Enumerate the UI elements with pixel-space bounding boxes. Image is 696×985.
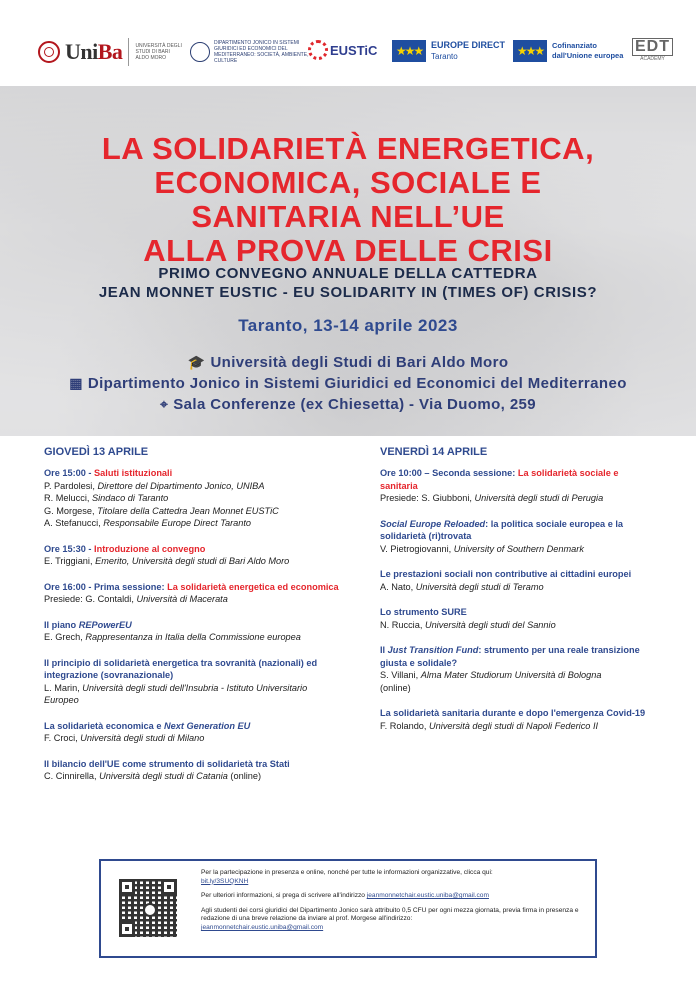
day1-heading: GIOVEDÌ 13 APRILE <box>44 446 149 458</box>
program-item-heading: Ore 15:30 - Introduzione al convegno <box>44 543 206 554</box>
title-line: ALLA PROVA DELLE CRISI <box>143 233 553 268</box>
location-pin-icon: ⌖ <box>159 396 169 412</box>
speaker-line: E. Triggiani, Emerito, Università degli studi di Bari Aldo Moro <box>44 556 290 566</box>
speaker-line: A. Nato, Università degli studi di Teramo <box>380 581 544 592</box>
program-item-heading: Il piano REPowerEU <box>44 619 132 630</box>
event-date: Taranto, 13-14 aprile 2023 <box>238 316 458 335</box>
logo-bar <box>0 0 696 86</box>
program-item-heading: Il bilancio dell'UE come strumento di solidarietà tra Stati <box>44 758 290 769</box>
title-line: LA SOLIDARIETÀ ENERGETICA, <box>101 131 595 166</box>
program-item-heading: La solidarietà sanitaria durante e dopo l'emergenza Covid-19 <box>380 708 646 718</box>
speaker-line: Presiede: S. Giubboni, Università degli studi di Perugia <box>380 493 604 503</box>
uniba-subtext: UNIVERSITÀ DEGLI STUDI DI BARI ALDO MORO <box>135 43 182 61</box>
speaker-line: P. Pardolesi, Direttore del Dipartimento Jonico, UNIBA <box>44 480 265 491</box>
info-box <box>99 859 597 958</box>
cofinanziato-logo: ★★★ Cofinanziato dall'Unione europea <box>513 40 623 62</box>
program-item-heading: Ore 16:00 - Prima sessione: La solidarietà energetica ed economica <box>44 581 339 592</box>
event-subtitle <box>0 264 696 302</box>
eustic-ring-icon <box>308 40 328 60</box>
program-item-heading: Il principio di solidarietà energetica tra sovranità (nazionali) ed integrazione (sovranazionale) <box>44 657 318 680</box>
speaker-line: Presiede: G. Contaldi, Università di Macerata <box>44 594 228 604</box>
venue-address: ⌖ Sala Conferenze (ex Chiesetta) - Via Duomo, 259 <box>159 396 537 413</box>
subtitle-line: JEAN MONNET EUSTIC - EU SOLIDARITY IN (TIMES OF) CRISIS? <box>98 284 598 301</box>
program-item-heading: Lo strumento SURE <box>380 607 467 617</box>
qr-code[interactable] <box>117 877 179 939</box>
building-icon: ▦ <box>69 375 83 391</box>
dipartimento-subtext: DIPARTIMENTO JONICO IN SISTEMI GIURIDICI ED ECONOMICI DEL MEDITERRANEO: SOCIETÀ, AMBIENTE, CULTURE <box>214 40 309 64</box>
program-item <box>380 467 650 505</box>
uniba-logo <box>38 38 183 66</box>
speaker-line: R. Melucci, Sindaco di Taranto <box>44 493 169 503</box>
program-item <box>44 543 344 568</box>
speaker-line: (online) <box>380 682 411 693</box>
program-item <box>44 581 344 606</box>
speaker-line: L. Marin, Università degli studi dell'Insubria - Istituto Universitario Europeo <box>44 682 308 705</box>
hero-banner <box>0 86 696 436</box>
program-item <box>380 606 650 631</box>
edt-academy-logo: EDT ACADEMY <box>632 38 673 62</box>
speaker-line: F. Croci, Università degli studi di Milano <box>44 733 205 743</box>
program-item-heading: Ore 10:00 – Seconda sessione: La solidarietà sociale e sanitaria <box>380 468 619 491</box>
speaker-line: V. Pietrogiovanni, University of Southern Denmark <box>380 543 584 554</box>
email-link[interactable]: jeanmonnetchair.eustic.uniba@gmail.com <box>201 923 324 931</box>
program-item-heading: Il Just Transition Fund: strumento per una reale transizione giusta e solidale? <box>380 645 640 668</box>
event-title <box>0 132 696 268</box>
program-item-heading: La solidarietà economica e Next Generation EU <box>44 720 251 731</box>
venue-block <box>0 352 696 415</box>
graduation-cap-icon: 🎓 <box>187 354 206 370</box>
uniba-wordmark: UniBa <box>65 39 123 64</box>
email-link[interactable]: jeanmonnetchair.eustic.uniba@gmail.com <box>366 892 489 900</box>
eu-flag-icon: ★★★ <box>392 40 426 62</box>
dipartimento-logo <box>190 40 309 64</box>
speaker-line: N. Ruccia, Università degli studi del Sannio <box>380 619 556 630</box>
program-item <box>380 644 650 694</box>
program-item <box>380 568 650 593</box>
dipartimento-seal-icon <box>190 42 210 62</box>
speaker-line: G. Morgese, Titolare della Cattedra Jean Monnet EUSTiC <box>44 505 279 516</box>
speaker-line: E. Grech, Rappresentanza in Italia della Commissione europea <box>44 632 301 642</box>
eu-flag-icon: ★★★ <box>513 40 547 62</box>
program-item-heading: Le prestazioni sociali non contributive ai cittadini europei <box>380 569 632 579</box>
day2-program <box>380 446 650 745</box>
program-item-heading: Social Europe Reloaded: la politica sociale europea e la solidarietà (ri)trovata <box>380 518 624 541</box>
venue-university: 🎓 Università degli Studi di Bari Aldo Moro <box>187 354 509 371</box>
program-item <box>44 467 344 530</box>
program-item <box>44 758 344 783</box>
title-line: ECONOMICA, SOCIALE E <box>154 165 542 200</box>
speaker-line: A. Stefanucci, Responsabile Europe Direct Taranto <box>44 518 252 528</box>
europe-direct-logo: ★★★ EUROPE DIRECT Taranto <box>392 40 505 62</box>
info-text: Per la partecipazione in presenza e online, nonché per tutte le informazioni organizzative, clicca qui: bit.ly/3SUQKNH Per ulteriori informazioni, si prega di scrivere all'indirizzo jeanmonnetchair.eustic.uniba@gmail.com Agli studenti dei corsi giuridici del Dipartimento Jonico sarà attribuito 0,5 CFU per ogni mezza giornata, previa firma in presenza e redazione di una breve relazione da inviare al prof. Morgese all'indirizzo: jeanmonnetchair.eustic.uniba@gmail.com <box>201 869 579 931</box>
speaker-line: F. Rolando, Università degli studi di Napoli Federico II <box>380 720 599 731</box>
day1-program <box>44 446 344 796</box>
program-item <box>44 619 344 644</box>
title-line: SANITARIA NELL’UE <box>191 199 505 234</box>
registration-link[interactable]: bit.ly/3SUQKNH <box>201 877 249 885</box>
program-item <box>44 720 344 745</box>
program-item-heading: Ore 15:00 - Saluti istituzionali <box>44 468 173 478</box>
subtitle-line: PRIMO CONVEGNO ANNUALE DELLA CATTEDRA <box>158 265 538 282</box>
day2-heading: VENERDÌ 14 APRILE <box>380 446 488 458</box>
program-item <box>380 518 650 556</box>
speaker-line: C. Cinnirella, Università degli studi di Catania (online) <box>44 771 262 781</box>
venue-department: ▦ Dipartimento Jonico in Sistemi Giuridici ed Economici del Mediterraneo <box>69 375 627 392</box>
program-item <box>44 657 344 707</box>
program-item <box>380 707 650 732</box>
eustic-logo: EUSTiC <box>308 40 377 60</box>
speaker-line: S. Villani, Alma Mater Studiorum Università di Bologna <box>380 670 602 680</box>
uniba-seal-icon <box>38 41 60 63</box>
